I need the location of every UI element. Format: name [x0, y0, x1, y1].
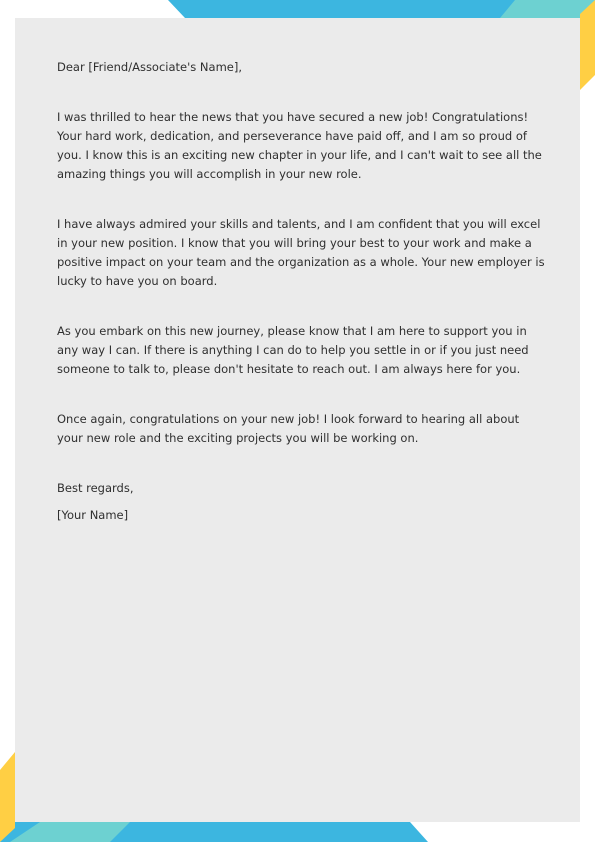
- paragraph-closing-wishes: Once again, congratulations on your new job! I look forward to hearing all about your new role and the exciting projects you will be working on.: [57, 412, 520, 445]
- salutation: Dear [Friend/Associate's Name],: [57, 60, 242, 74]
- left-yellow-accent: [0, 752, 15, 842]
- paragraph-support: As you embark on this new journey, please know that I am here to support you in any way I can. If there is anything I can do to help you settle in or if you just need someone to talk to, please don't hesitate to reach out. I am always here for you.: [57, 324, 529, 376]
- paragraph-congratulations: I was thrilled to hear the news that you have secured a new job! Congratulations! Your hard work, dedication, and perseverance have paid off, and I am so proud of you. I know this is an exciting new chapter in your life, and I can't wait to see all the amazing things you will accomplish in your new role.: [57, 110, 542, 181]
- letter-paper: [15, 18, 580, 822]
- closing: Best regards,: [57, 481, 134, 495]
- right-yellow-accent: [580, 0, 595, 90]
- letter-body: [57, 58, 547, 525]
- paragraph-admiration: I have always admired your skills and talents, and I am confident that you will excel in your new position. I know that you will bring your best to your work and make a positive impact on your team and the organization as a whole. Your new employer is lucky to have you on board.: [57, 217, 545, 288]
- signature: [Your Name]: [57, 508, 129, 522]
